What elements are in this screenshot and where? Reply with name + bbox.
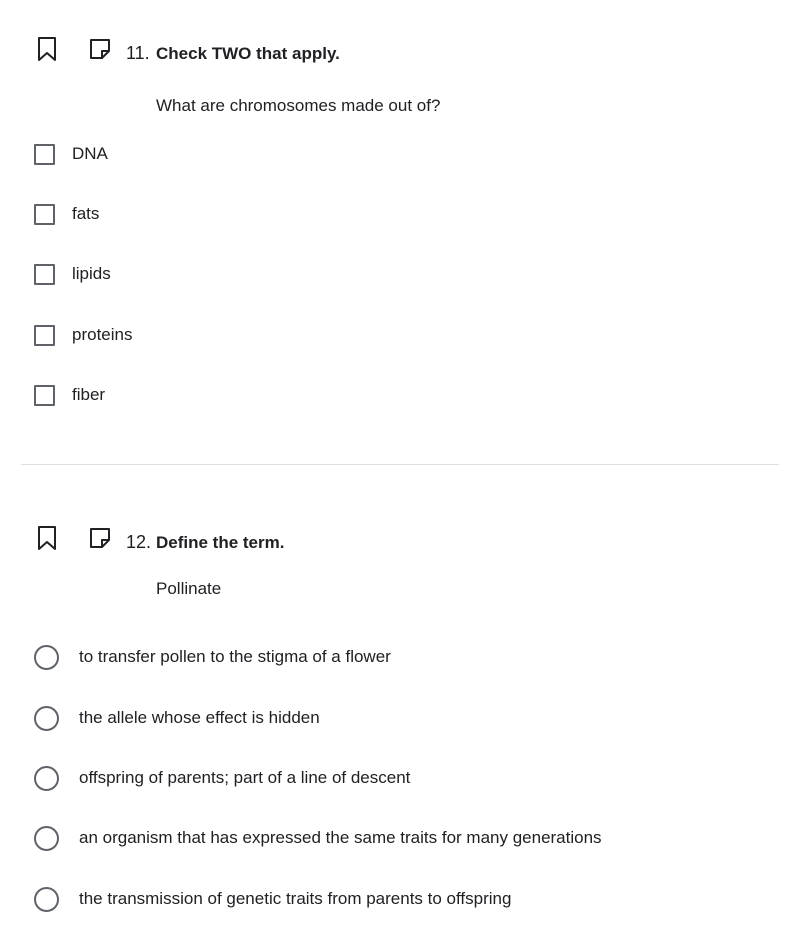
question-number: 11. — [126, 43, 150, 63]
checkbox[interactable] — [34, 144, 55, 165]
radio-button[interactable] — [34, 826, 59, 851]
option-checkbox-fiber[interactable] — [34, 380, 105, 410]
option-label: lipids — [72, 264, 111, 283]
radio-button[interactable] — [34, 706, 59, 731]
option-radio-4[interactable] — [34, 823, 602, 853]
option-label: the allele whose effect is hidden — [79, 708, 320, 727]
option-radio-1[interactable] — [34, 642, 391, 672]
option-radio-2[interactable] — [34, 703, 320, 733]
question-prompt: What are chromosomes made out of? — [156, 96, 441, 115]
checkbox[interactable] — [34, 325, 55, 346]
note-button-q11[interactable] — [86, 34, 114, 64]
option-label: an organism that has expressed the same traits for many generations — [79, 828, 602, 847]
checkbox[interactable] — [34, 204, 55, 225]
option-label: fats — [72, 204, 100, 223]
sticky-note-icon — [88, 37, 112, 61]
bookmark-button-q12[interactable] — [33, 523, 61, 553]
option-checkbox-proteins[interactable] — [34, 320, 132, 350]
option-label: offspring of parents; part of a line of descent — [79, 768, 411, 787]
option-label: the transmission of genetic traits from parents to offspring — [79, 889, 512, 908]
checkbox[interactable] — [34, 385, 55, 406]
option-radio-3[interactable] — [34, 763, 410, 793]
bookmark-icon — [37, 525, 57, 551]
sticky-note-icon — [88, 526, 112, 550]
option-checkbox-fats[interactable] — [34, 199, 99, 229]
option-radio-5[interactable] — [34, 884, 511, 914]
question-divider — [21, 464, 779, 465]
option-label: to transfer pollen to the stigma of a flower — [79, 647, 391, 666]
radio-button[interactable] — [34, 887, 59, 912]
option-checkbox-lipids[interactable] — [34, 259, 111, 289]
option-label: fiber — [72, 385, 106, 404]
note-button-q12[interactable] — [86, 523, 114, 553]
checkbox[interactable] — [34, 264, 55, 285]
radio-button[interactable] — [34, 766, 59, 791]
bookmark-icon — [37, 36, 57, 62]
bookmark-button-q11[interactable] — [33, 34, 61, 64]
option-label: DNA — [72, 144, 108, 163]
option-checkbox-dna[interactable] — [34, 139, 108, 169]
question-instruction: Define the term. — [156, 533, 285, 552]
question-number: 12. — [126, 532, 152, 552]
question-prompt: Pollinate — [156, 579, 222, 598]
question-instruction: Check TWO that apply. — [156, 44, 340, 63]
option-label: proteins — [72, 325, 133, 344]
radio-button[interactable] — [34, 645, 59, 670]
